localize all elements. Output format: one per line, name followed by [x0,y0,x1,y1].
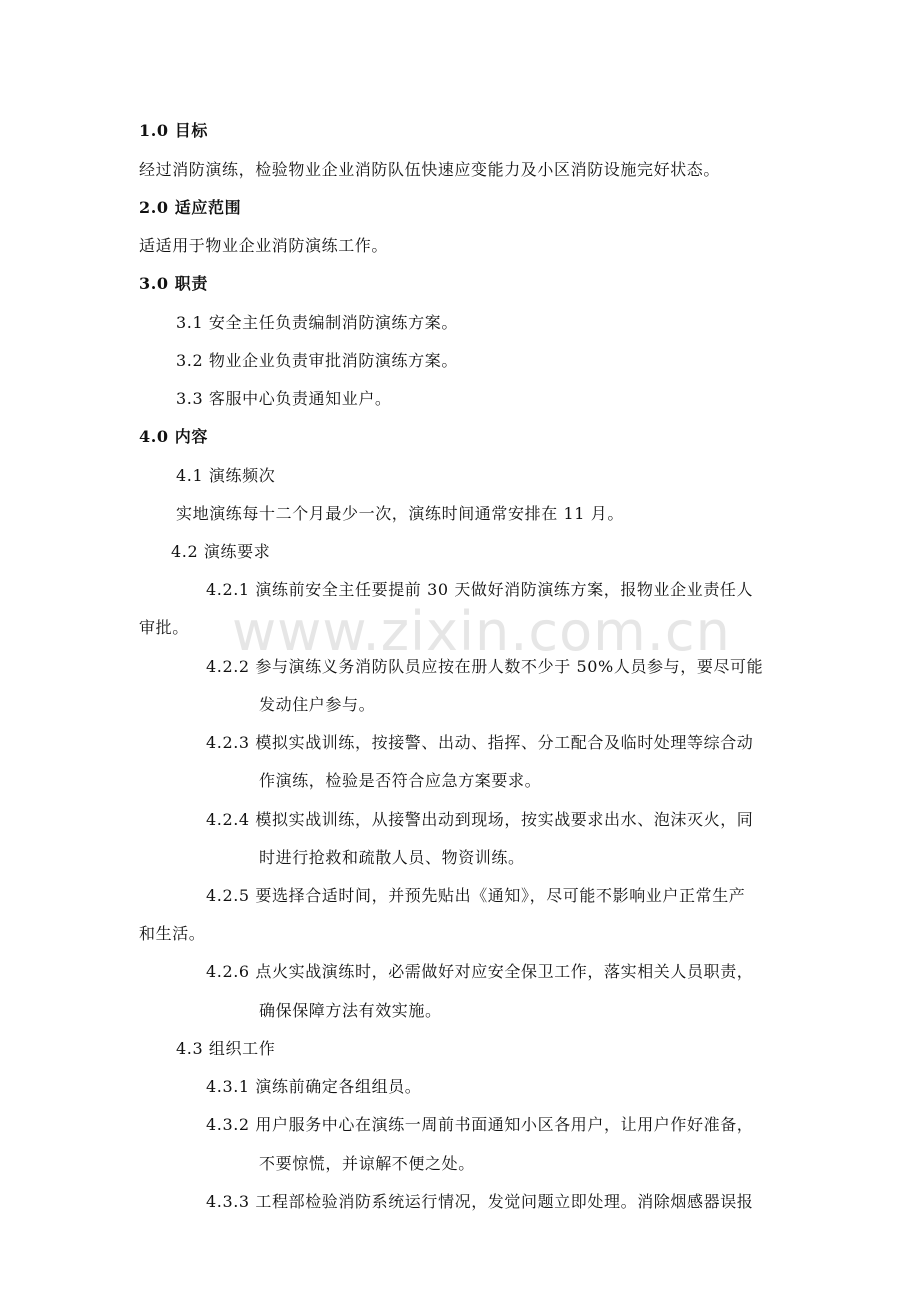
list-item: 4.3.3 工程部检验消防系统运行情况，发觉问题立即处理。消除烟感器误报 [206,1192,754,1211]
list-item-continuation: 作演练，检验是否符合应急方案要求。 [259,771,542,790]
paragraph: 实地演练每十二个月最少一次，演练时间通常安排在 11 月。 [176,504,624,523]
section-heading-3: 3.0 职责 [139,274,209,293]
list-item: 4.2.5 要选择合适时间，并预先贴出《通知》，尽可能不影响业户正常生产 [206,886,746,905]
list-item-continuation: 和生活。 [139,924,206,943]
watermark: www.zixin.com.cn [232,600,731,663]
subsection-heading: 4.2 演练要求 [171,542,271,561]
list-item: 4.2.2 参与演练义务消防队员应按在册人数不少于 50%人员参与，要尽可能 [206,657,764,676]
section-heading-1: 1.0 目标 [139,121,209,140]
list-item: 4.3.2 用户服务中心在演练一周前书面通知小区各用户，让用户作好准备， [206,1115,754,1134]
list-item: 4.3.1 演练前确定各组组员。 [206,1077,422,1096]
subsection-item: 3.1 安全主任负责编制消防演练方案。 [176,313,458,332]
list-item: 4.2.4 模拟实战训练，从接警出动到现场，按实战要求出水、泡沫灭火，同 [206,810,754,829]
list-item: 4.2.6 点火实战演练时，必需做好对应安全保卫工作，落实相关人员职责， [206,962,754,981]
section-heading-2: 2.0 适应范围 [139,198,242,217]
list-item: 4.2.1 演练前安全主任要提前 30 天做好消防演练方案，报物业企业责任人 [206,580,754,599]
paragraph: 适适用于物业企业消防演练工作。 [139,236,389,255]
list-item-continuation: 时进行抢救和疏散人员、物资训练。 [259,848,525,867]
list-item-continuation: 不要惊慌，并谅解不便之处。 [259,1154,475,1173]
subsection-item: 3.3 客服中心负责通知业户。 [176,389,392,408]
subsection-item: 3.2 物业企业负责审批消防演练方案。 [176,351,458,370]
list-item-continuation: 确保保障方法有效实施。 [259,1001,442,1020]
section-heading-4: 4.0 内容 [139,427,209,446]
list-item: 4.2.3 模拟实战训练，按接警、出动、指挥、分工配合及临时处理等综合动 [206,733,754,752]
subsection-heading: 4.3 组织工作 [176,1039,276,1058]
list-item-continuation: 发动住户参与。 [259,695,376,714]
list-item-continuation: 审批。 [139,618,189,637]
paragraph: 经过消防演练，检验物业企业消防队伍快速应变能力及小区消防设施完好状态。 [139,160,721,179]
subsection-heading: 4.1 演练频次 [176,466,276,485]
